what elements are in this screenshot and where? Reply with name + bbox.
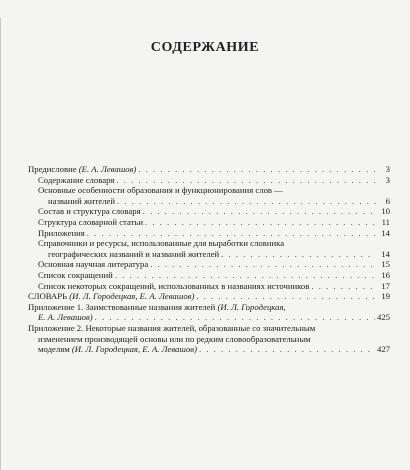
dot-leader — [115, 270, 376, 281]
toc-entry-appendix1-line1 — [28, 302, 390, 313]
toc-entry-source-abbreviations — [28, 281, 390, 292]
toc-title: СЛОВАРЬ — [28, 291, 68, 302]
toc-entry-appendix2-line3 — [28, 344, 390, 355]
toc-entry-preface — [28, 164, 390, 175]
dot-leader — [116, 175, 376, 186]
toc-page-number: 19 — [381, 291, 390, 302]
toc-entry-appendix2-line2: изменением производящей основы или по редким словообразовательным — [38, 333, 311, 344]
toc-title: Основная научная литература — [38, 259, 149, 270]
toc-entry-dictionary — [28, 291, 390, 302]
dot-leader — [196, 291, 376, 302]
dot-leader — [117, 196, 376, 207]
dot-leader — [143, 206, 376, 217]
toc-page-number: 6 — [385, 195, 390, 206]
dot-leader — [311, 281, 376, 292]
toc-entry-sources-line1: Справочники и ресурсы, использованные для выработки словника — [38, 238, 285, 249]
toc-title: моделям — [38, 344, 70, 355]
toc-page-number: 17 — [381, 280, 390, 291]
toc-page-number: 10 — [381, 206, 390, 217]
toc-author: (И. Л. Городецкая, Е. А. Левашов) — [71, 344, 197, 355]
toc-page-number: 11 — [381, 216, 390, 227]
toc-title: Список некоторых сокращений, использованных в названиях источников — [38, 280, 310, 291]
toc-author: Е. А. Левашов) — [38, 312, 93, 323]
toc-title: Список сокращений — [38, 269, 113, 280]
toc-entry-appendix1-line2 — [28, 312, 390, 323]
toc-title: Состав и структура словаря — [38, 206, 141, 217]
toc-page-number: 425 — [376, 312, 390, 323]
toc-entry-literature — [28, 259, 390, 270]
toc-page-number: 14 — [381, 248, 390, 259]
toc-entry-features-line1: Основные особенности образования и функционирования слов — — [38, 185, 283, 196]
toc-title: Содержание словаря — [38, 174, 115, 185]
dot-leader — [95, 312, 375, 323]
toc-title: Приложения — [38, 227, 85, 238]
toc-title: географических названий и названий жителей — [48, 248, 220, 259]
toc-entry-appendix2-line1: Приложение 2. Некоторые названия жителей, образованные со значительным — [28, 322, 316, 333]
toc-entry-appendices — [28, 228, 390, 239]
toc-page-number: 16 — [381, 269, 390, 280]
dot-leader — [87, 228, 376, 239]
toc-entry-structure — [28, 206, 390, 217]
toc-page-number: 3 — [385, 164, 390, 174]
dot-leader — [221, 249, 376, 260]
toc-page-number: 3 — [385, 174, 390, 185]
toc-title: Структура словарной статьи — [38, 216, 143, 227]
toc-page-number: 15 — [381, 259, 390, 270]
toc-title: названий жителей — [48, 195, 116, 206]
toc-entry-features-line2 — [28, 196, 390, 207]
toc-author: (И. Л. Городецкая, — [217, 301, 286, 312]
dot-leader — [199, 344, 375, 355]
toc-author: (Е. А. Левашов) — [78, 164, 137, 174]
toc-entry-dictionary-content — [28, 175, 390, 186]
dot-leader — [138, 164, 376, 175]
toc-title: Приложение 1. Заимствованные названия жителей — [28, 301, 216, 312]
toc-page-number: 14 — [381, 227, 390, 238]
toc-entry-abbreviations — [28, 270, 390, 281]
toc-entry-article-structure — [28, 217, 390, 228]
toc-page-number: 427 — [376, 344, 390, 355]
page-title: СОДЕРЖАНИЕ — [150, 40, 260, 55]
table-of-contents — [28, 164, 390, 355]
dot-leader — [150, 259, 376, 270]
toc-author: (И. Л. Городецкая, Е. А. Левашов) — [69, 291, 195, 302]
toc-entry-sources-line2 — [28, 249, 390, 260]
page-edge-shadow — [0, 18, 1, 470]
toc-title: Предисловие — [28, 164, 77, 174]
dot-leader — [145, 217, 376, 228]
